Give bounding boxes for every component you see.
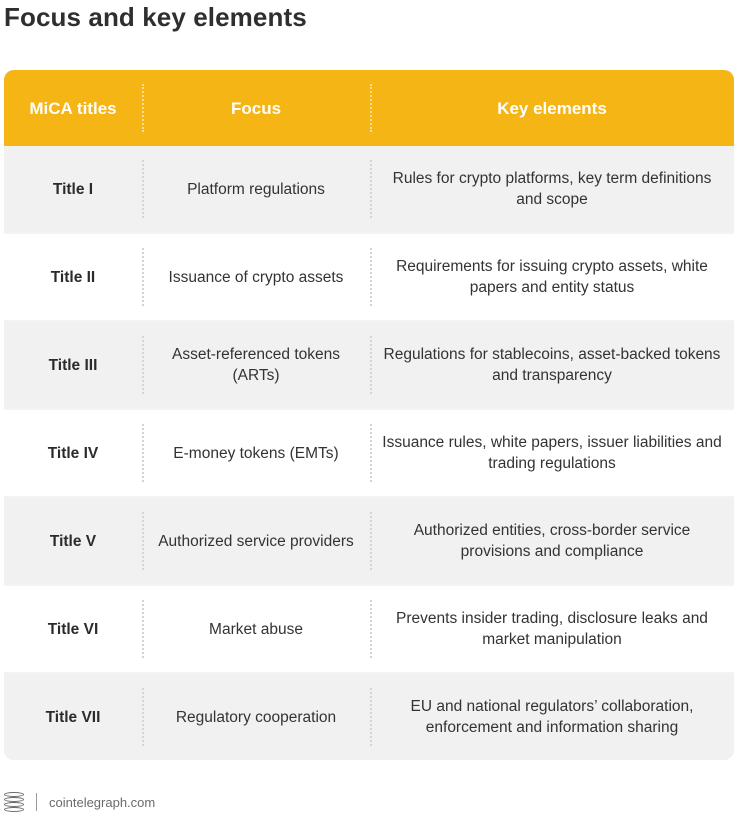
row-focus: Market abuse <box>142 586 370 672</box>
row-focus: Asset-referenced tokens (ARTs) <box>142 322 370 408</box>
row-title: Title VI <box>47 620 99 638</box>
table-row <box>4 234 734 320</box>
table-row <box>4 586 734 672</box>
table-row <box>4 146 734 232</box>
source-footer <box>4 790 155 814</box>
row-key-elements: Requirements for issuing crypto assets, white papers and entity status <box>370 234 734 320</box>
row-title: Title III <box>48 356 98 374</box>
row-focus: Regulatory cooperation <box>142 674 370 760</box>
row-title: Title II <box>50 268 96 286</box>
row-focus: Issuance of crypto assets <box>142 234 370 320</box>
row-key-elements: EU and national regulators’ collaboration, enforcement and information sharing <box>370 674 734 760</box>
footer-divider <box>36 793 37 811</box>
table-row <box>4 322 734 408</box>
mica-table <box>4 70 734 760</box>
row-key-elements: Authorized entities, cross-border service provisions and compliance <box>370 498 734 584</box>
page-title: Focus and key elements <box>4 2 307 32</box>
header-focus: Focus <box>142 70 370 146</box>
row-title: Title VII <box>45 708 101 726</box>
header-mica-titles: MiCA titles <box>29 98 117 118</box>
header-key-elements: Key elements <box>370 70 734 146</box>
row-title: Title I <box>52 180 94 198</box>
row-title: Title V <box>49 532 97 550</box>
row-key-elements: Prevents insider trading, disclosure leaks and market manipulation <box>370 586 734 672</box>
table-row <box>4 410 734 496</box>
coin-stack-icon <box>4 792 26 812</box>
row-title: Title IV <box>47 444 99 462</box>
table-row <box>4 498 734 584</box>
table-header <box>4 70 734 146</box>
table-row <box>4 674 734 760</box>
row-key-elements: Regulations for stablecoins, asset-backed tokens and transparency <box>370 322 734 408</box>
row-focus: Platform regulations <box>142 146 370 232</box>
row-key-elements: Issuance rules, white papers, issuer liabilities and trading regulations <box>370 410 734 496</box>
row-focus: Authorized service providers <box>142 498 370 584</box>
row-focus: E-money tokens (EMTs) <box>142 410 370 496</box>
source-site: cointelegraph.com <box>49 794 156 810</box>
row-key-elements: Rules for crypto platforms, key term definitions and scope <box>370 146 734 232</box>
